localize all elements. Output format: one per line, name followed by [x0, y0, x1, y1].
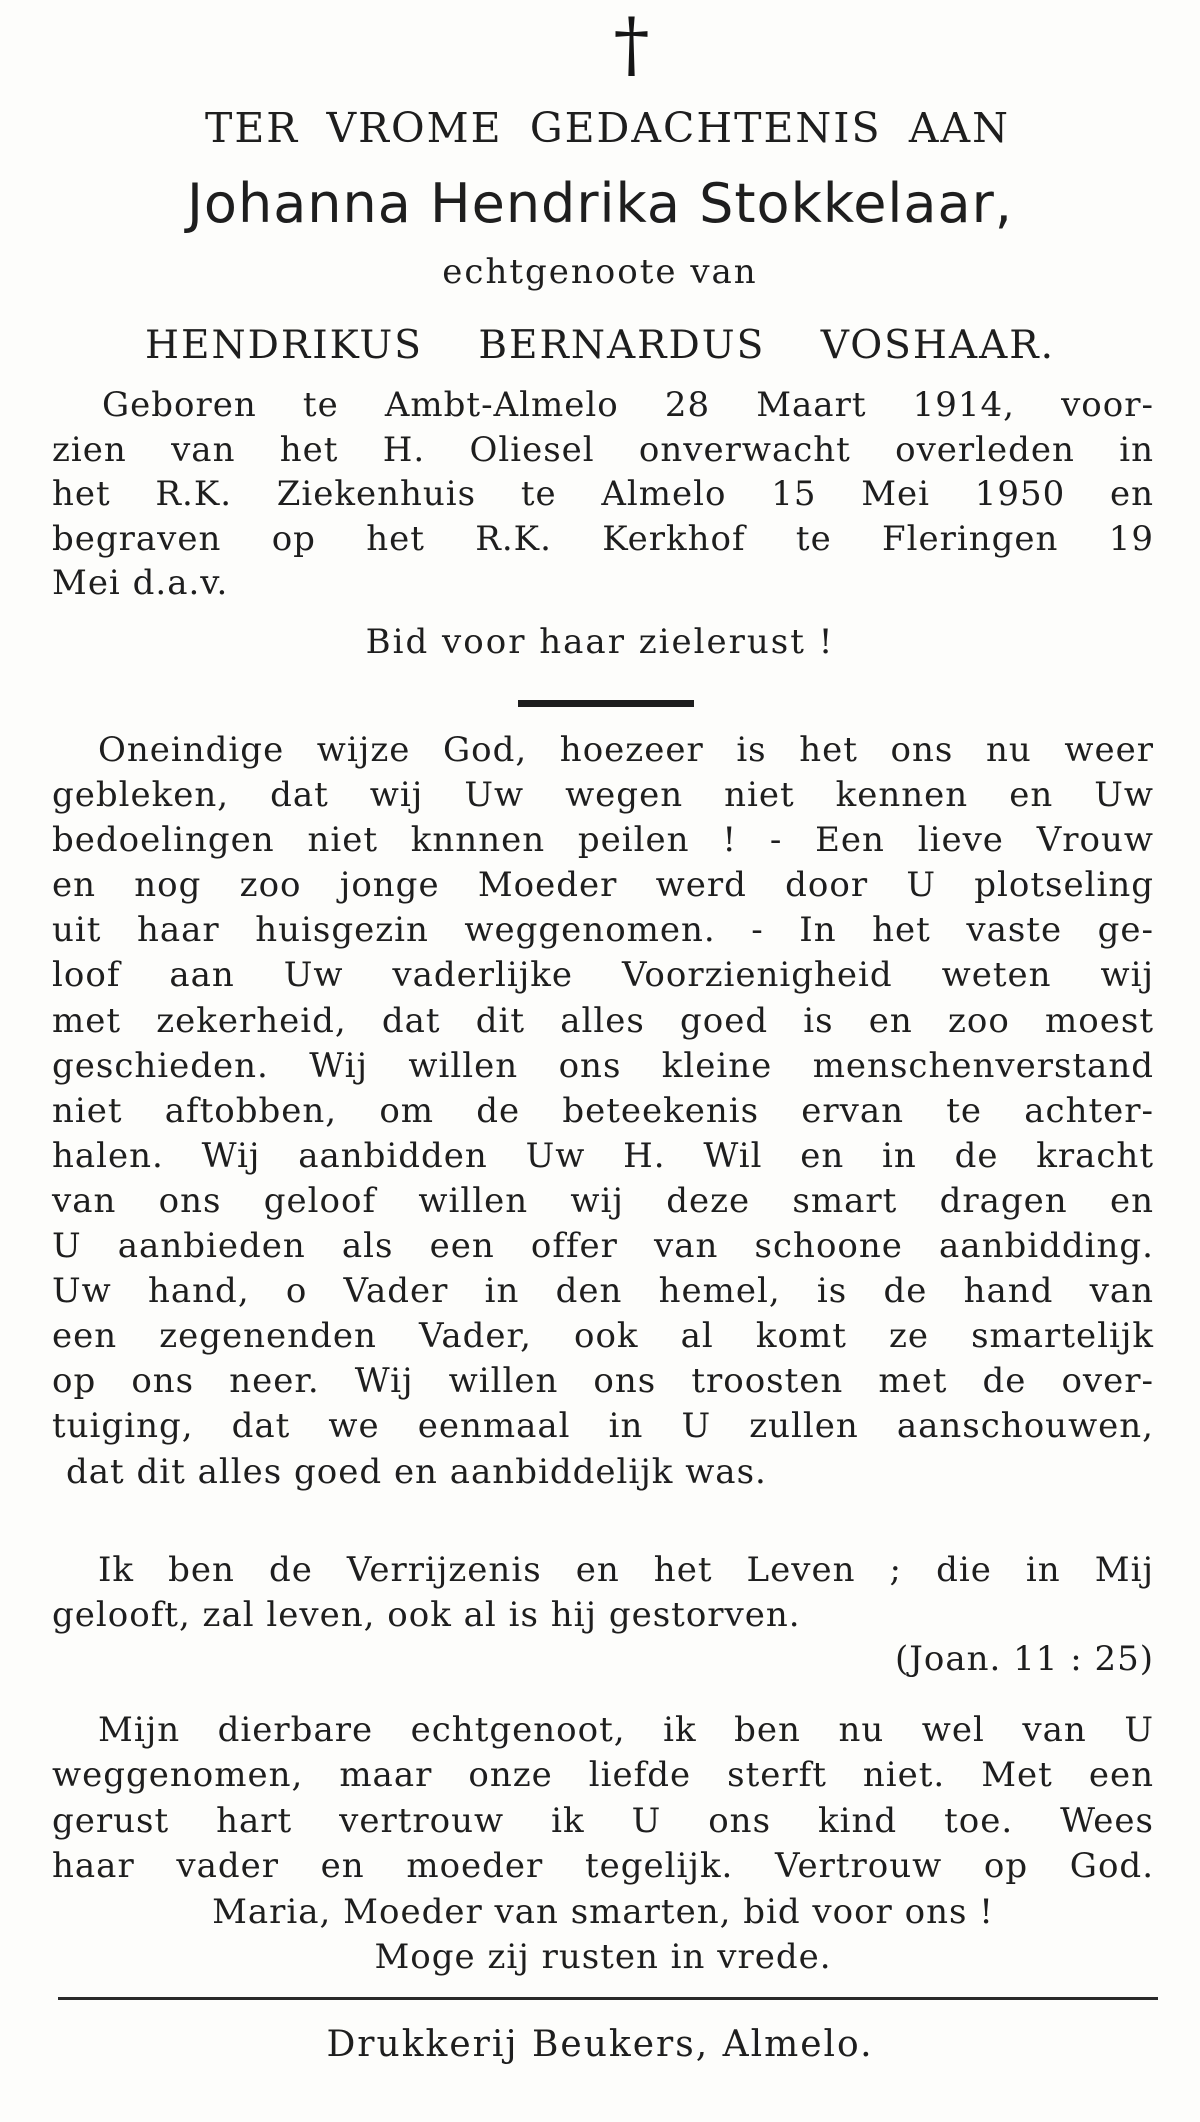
quote-line: gelooft, zal leven, ook al is hij gestorven.: [52, 1594, 801, 1635]
farewell-line: gerust hart vertrouw ik U ons kind toe. Wees: [52, 1800, 1154, 1841]
prayer-line: U aanbieden als een offer van schoone aanbidding.: [52, 1226, 1154, 1267]
spouse-of-label: echtgenoote van: [442, 252, 758, 292]
farewell-paragraph: [52, 1708, 1154, 1980]
birth-death-paragraph: [52, 383, 1154, 606]
birth-line: Mei d.a.v.: [52, 563, 229, 604]
card-heading: TER VROME GEDACHTENIS AAN: [205, 104, 1010, 152]
farewell-line: haar vader en moeder tegelijk. Vertrouw op God.: [52, 1846, 1154, 1887]
prayer-line: halen. Wij aanbidden Uw H. Wil en in de kracht: [52, 1135, 1154, 1176]
quote-reference: (Joan. 11 : 25): [894, 1639, 1154, 1680]
quote-line: Ik ben de Verrijzenis en het Leven ; die in Mij: [98, 1550, 1154, 1590]
birth-line: het R.K. Ziekenhuis te Almelo 15 Mei 1950 en: [52, 474, 1154, 515]
prayer-line: met zekerheid, dat dit alles goed is en zoo moest: [52, 1000, 1154, 1041]
farewell-line: Mijn dierbare echtgenoot, ik ben nu wel van U: [98, 1710, 1154, 1750]
prayer-request: Bid voor haar zielerust !: [365, 622, 835, 662]
prayer-line: niet aftobben, om de beteekenis ervan te achter-: [52, 1090, 1154, 1131]
prayer-line: van ons geloof willen wij deze smart dragen en: [52, 1180, 1154, 1221]
birth-line: Geboren te Ambt-Almelo 28 Maart 1914, voor-: [102, 385, 1154, 425]
birth-line: begraven op het R.K. Kerkhof te Fleringen 19: [52, 518, 1154, 559]
farewell-line: weggenomen, maar onze liefde sterft niet. Met een: [52, 1755, 1154, 1796]
prayer-line: dat dit alles goed en aanbiddelijk was.: [66, 1451, 767, 1492]
closing-line: Maria, Moeder van smarten, bid voor ons !: [212, 1891, 994, 1932]
prayer-line: op ons neer. Wij willen ons troosten met de over-: [52, 1361, 1154, 1402]
husband-name: HENDRIKUS BERNARDUS VOSHAAR.: [145, 323, 1055, 368]
prayer-line: geschieden. Wij willen ons kleine menschenverstand: [52, 1045, 1154, 1086]
deceased-name: Johanna Hendrika Stokkelaar,: [187, 172, 1013, 235]
prayer-line: Uw hand, o Vader in den hemel, is de hand van: [52, 1271, 1154, 1312]
prayer-paragraph: [52, 728, 1154, 1495]
birth-line: zien van het H. Oliesel onverwacht overleden in: [52, 429, 1154, 470]
divider-short: [518, 700, 694, 707]
cross-icon: †: [613, 2, 650, 86]
prayer-line: bedoelingen niet knnnen peilen ! - Een lieve Vrouw: [52, 820, 1154, 861]
prayer-line: uit haar huisgezin weggenomen. - In het vaste ge-: [52, 910, 1154, 951]
prayer-line: Oneindige wijze God, hoezeer is het ons nu weer: [98, 730, 1154, 770]
prayer-line: tuiging, dat we eenmaal in U zullen aanschouwen,: [52, 1406, 1154, 1447]
prayer-line: en nog zoo jonge Moeder werd door U plotseling: [52, 865, 1154, 906]
printer-credit: Drukkerij Beukers, Almelo.: [326, 2024, 874, 2065]
scripture-quote: [52, 1548, 1154, 1682]
prayer-line: een zegenenden Vader, ook al komt ze smartelijk: [52, 1316, 1154, 1357]
divider-long: [58, 1997, 1158, 2000]
prayer-line: loof aan Uw vaderlijke Voorzienigheid weten wij: [52, 955, 1154, 996]
prayer-line: gebleken, dat wij Uw wegen niet kennen en Uw: [52, 775, 1154, 816]
closing-line: Moge zij rusten in vrede.: [374, 1936, 832, 1977]
